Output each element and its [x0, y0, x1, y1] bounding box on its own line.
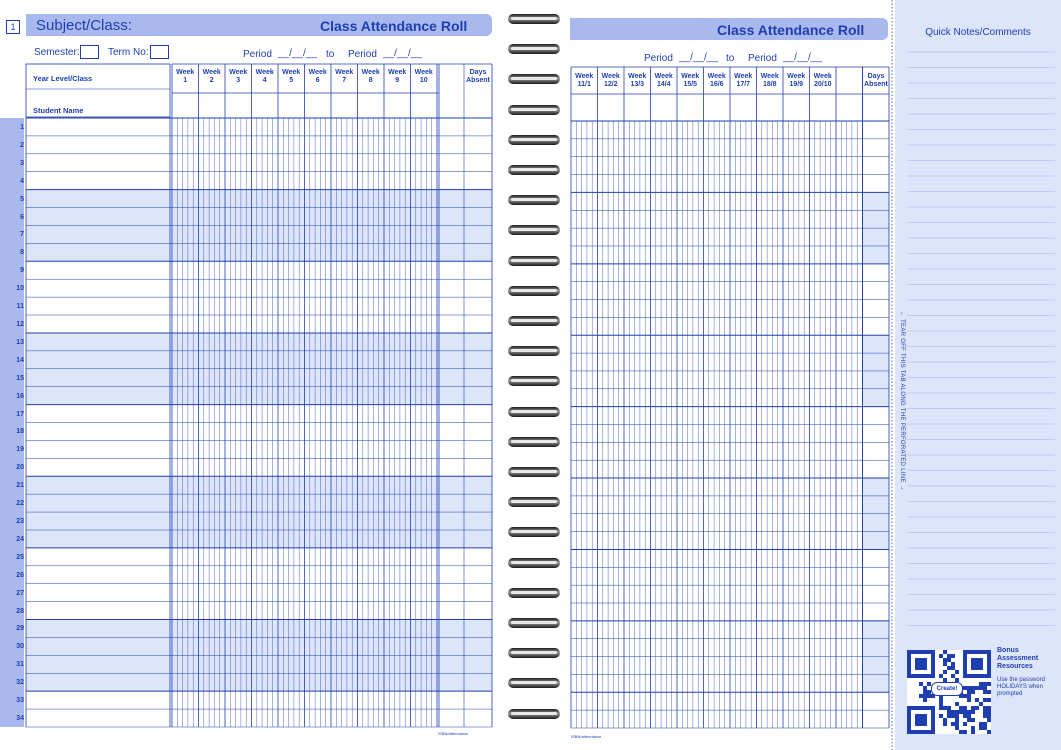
right-period-end-label: Period — [748, 53, 777, 64]
week-number: 15/5 — [683, 81, 698, 88]
week-label: Week — [202, 69, 221, 76]
week-label: Week — [282, 69, 301, 76]
row-number: 25 — [16, 553, 24, 561]
right-period-start-label: Period — [644, 53, 673, 64]
right-page-title: Class Attendance Roll — [717, 22, 865, 38]
week-number: 4 — [262, 77, 267, 84]
period-end-field[interactable]: __/__/__ — [383, 48, 422, 59]
week-label: Week — [575, 73, 594, 80]
week-label: Week — [707, 73, 726, 80]
row-number: 18 — [16, 428, 24, 436]
week-number: 9 — [395, 77, 400, 84]
week-number: 10 — [419, 77, 428, 84]
week-number: 6 — [315, 77, 320, 84]
week-label: Week — [176, 69, 195, 76]
row-number: 1 — [20, 123, 24, 131]
right-footer: ISBN/attendance — [571, 734, 602, 739]
row-number: 24 — [16, 535, 24, 543]
right-period-to-label: to — [726, 53, 735, 64]
row-number: 33 — [16, 697, 24, 705]
row-number: 6 — [20, 213, 24, 221]
row-number: 31 — [16, 661, 24, 669]
week-label: Week — [654, 73, 673, 80]
row-number: 23 — [16, 518, 24, 525]
period-start-field[interactable]: __/__/__ — [278, 48, 317, 59]
week-number: 14/4 — [656, 81, 671, 88]
right-week-header — [730, 73, 757, 89]
week-label: Week — [335, 69, 354, 76]
week-label: Week — [414, 69, 433, 76]
row-number: 11 — [16, 303, 24, 311]
week-number: 20/10 — [813, 81, 832, 88]
right-week-header — [677, 73, 704, 89]
right-week-header — [810, 73, 837, 89]
term-label: Term No: — [108, 47, 149, 58]
week-number: 17/7 — [736, 81, 751, 88]
week-label: Week — [229, 69, 248, 76]
row-number: 10 — [16, 285, 24, 293]
row-number: 29 — [16, 625, 24, 633]
period-start-label: Period — [243, 49, 272, 60]
right-days-absent-header: Days Absent — [864, 73, 888, 88]
week-label: Week — [787, 73, 806, 80]
year-level-label: Year Level/Class — [33, 74, 93, 83]
row-number: 4 — [20, 177, 24, 185]
row-number: 8 — [20, 249, 24, 257]
week-number: 12/2 — [603, 81, 618, 88]
row-number: 5 — [20, 195, 24, 203]
right-week-header — [704, 73, 731, 89]
week-number: 18/8 — [762, 81, 777, 88]
row-number: 15 — [16, 374, 24, 382]
row-number: 12 — [16, 320, 24, 328]
row-number: 14 — [16, 356, 24, 364]
row-number: 28 — [16, 607, 24, 615]
tear-off-instruction — [893, 310, 905, 500]
week-label: Week — [628, 73, 647, 80]
page-number: 1 — [6, 20, 20, 34]
bonus-resources-title: Bonus Assessment Resources — [997, 647, 1039, 670]
right-week-header — [783, 73, 810, 89]
week-number: 19/9 — [789, 81, 804, 88]
tear-off-text: ← TEAR OFF THIS TAB ALONG THE PERFORATED LINE → — [899, 310, 905, 492]
right-week-header — [651, 73, 678, 89]
week-label: Week — [308, 69, 327, 76]
right-period-end-field[interactable]: __/__/__ — [783, 52, 822, 63]
right-week-header — [757, 73, 784, 89]
week-label: Week — [734, 73, 753, 80]
week-label: Week — [361, 69, 380, 76]
right-week-header — [624, 73, 651, 89]
week-label: Week — [813, 73, 832, 80]
week-label: Week — [388, 69, 407, 76]
row-number: 32 — [16, 679, 24, 687]
student-name-label: Student Name — [33, 106, 84, 115]
period-end-label: Period — [348, 49, 377, 60]
right-period-start-field[interactable]: __/__/__ — [679, 52, 718, 63]
row-number: 7 — [20, 231, 24, 239]
left-page-title: Class Attendance Roll — [320, 18, 468, 34]
right-week-header — [598, 73, 625, 89]
row-number: 20 — [16, 464, 24, 472]
row-number: 26 — [16, 571, 24, 579]
row-number: 13 — [16, 338, 24, 346]
week-number: 3 — [236, 77, 241, 84]
row-number: 9 — [20, 267, 24, 275]
left-footer: ISBN/attendance — [438, 731, 469, 736]
subject-class-label: Subject/Class: — [36, 17, 132, 34]
week-number: 7 — [342, 77, 347, 84]
week-number: 11/1 — [577, 81, 591, 88]
semester-label: Semester: — [34, 47, 80, 58]
row-number: 30 — [16, 643, 24, 651]
row-number: 27 — [16, 589, 24, 597]
week-label: Week — [255, 69, 274, 76]
bonus-resources-note: Use the password HOLIDAYS when prompted — [997, 677, 1046, 697]
week-number: 16/6 — [709, 81, 724, 88]
row-number: 22 — [16, 500, 24, 508]
row-number: 2 — [20, 141, 24, 149]
left-days-absent-header: Days Absent — [466, 69, 490, 84]
right-week-header — [571, 73, 598, 89]
period-to-label: to — [326, 49, 335, 60]
week-label: Week — [601, 73, 620, 80]
create-logo: Create! — [931, 682, 963, 696]
week-number: 1 — [183, 77, 188, 84]
week-number: 13/3 — [630, 81, 645, 88]
week-number: 2 — [209, 77, 214, 84]
row-number: 19 — [16, 446, 24, 454]
week-number: 5 — [289, 77, 294, 84]
row-number: 16 — [16, 392, 24, 400]
quick-notes-title: Quick Notes/Comments — [925, 27, 1031, 38]
week-number: 8 — [368, 77, 373, 84]
week-label: Week — [760, 73, 779, 80]
row-number: 34 — [16, 715, 24, 723]
week-label: Week — [681, 73, 700, 80]
notes-lines — [895, 0, 1061, 750]
quick-notes-panel — [895, 0, 1061, 750]
row-number: 17 — [16, 410, 24, 418]
row-number: 3 — [20, 159, 24, 167]
row-number: 21 — [16, 482, 24, 490]
